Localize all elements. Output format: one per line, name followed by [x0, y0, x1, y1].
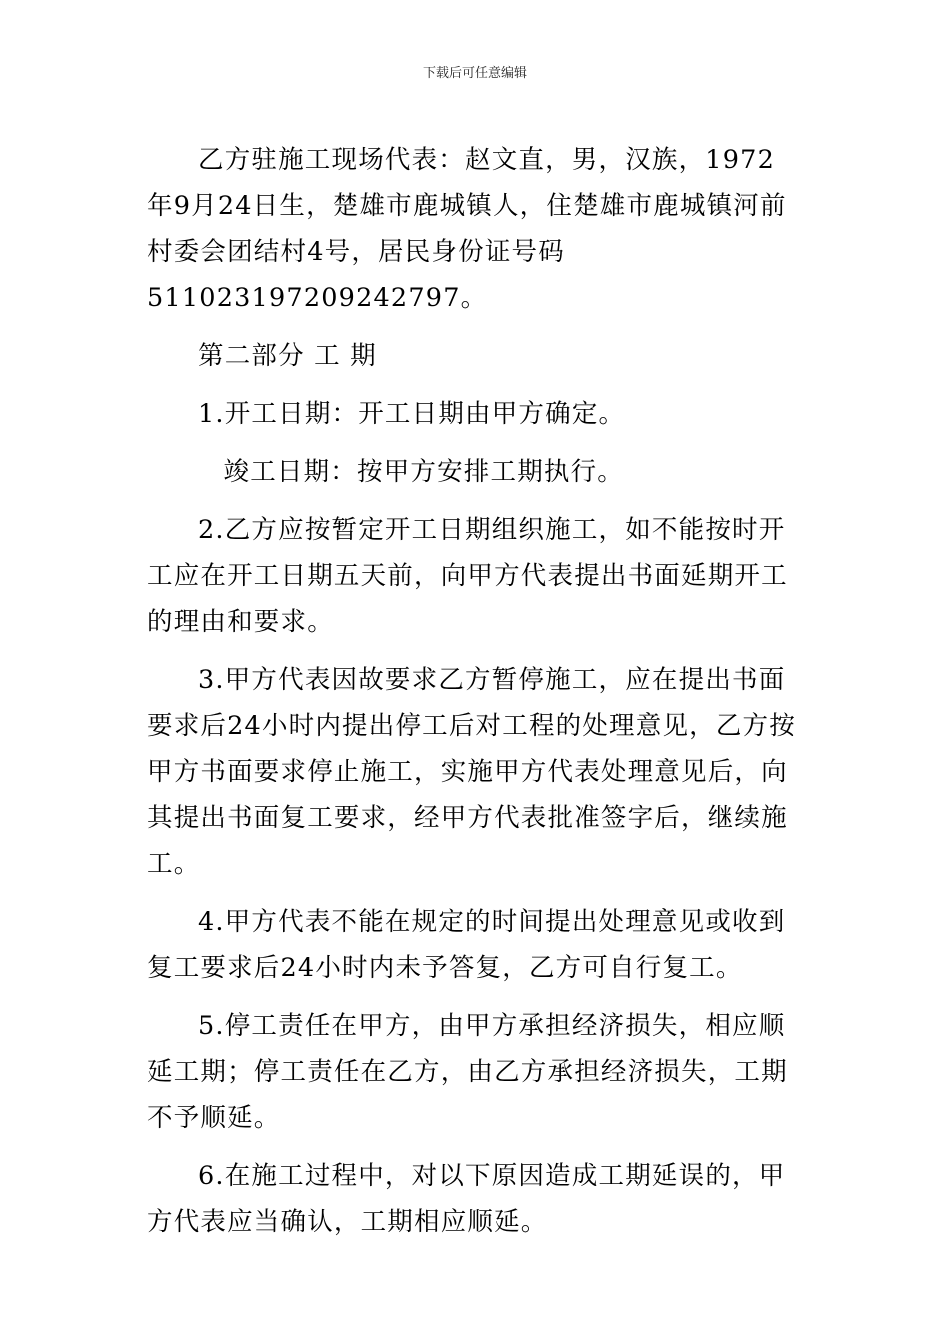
paragraph-item-5: 5.停工责任在甲方，由甲方承担经济损失，相应顺延工期；停工责任在乙方，由乙方承担经济损失，工期不予顺延。 [147, 1011, 788, 1133]
document-body [147, 137, 797, 1257]
section-heading-schedule: 第二部分 工 期 [198, 341, 377, 371]
paragraph-completion-date: 竣工日期：按甲方安排工期执行。 [223, 457, 625, 487]
paragraph-item-6: 6.在施工过程中，对以下原因造成工期延误的，甲方代表应当确认，工期相应顺延。 [147, 1161, 786, 1237]
paragraph-item-4: 4.甲方代表不能在规定的时间提出处理意见或收到复工要求后24小时内未予答复，乙方可自行复工。 [147, 907, 786, 983]
paragraph-site-representative: 乙方驻施工现场代表：赵文直，男，汉族，1972年9月24日生，楚雄市鹿城镇人，住楚雄市鹿城镇河前村委会团结村4号，居民身份证号码511023197209242797。 [147, 145, 787, 313]
paragraph-item-3: 3.甲方代表因故要求乙方暂停施工，应在提出书面要求后24小时内提出停工后对工程的处理意见，乙方按甲方书面要求停止施工，实施甲方代表处理意见后，向其提出书面复工要求，经甲方代表批准签字后，继续施工。 [147, 665, 796, 879]
paragraph-item-2: 2.乙方应按暂定开工日期组织施工，如不能按时开工应在开工日期五天前，向甲方代表提出书面延期开工的理由和要求。 [147, 515, 788, 637]
paragraph-start-date: 1.开工日期：开工日期由甲方确定。 [198, 399, 626, 429]
page-header: 下载后可任意编辑 [422, 66, 527, 81]
